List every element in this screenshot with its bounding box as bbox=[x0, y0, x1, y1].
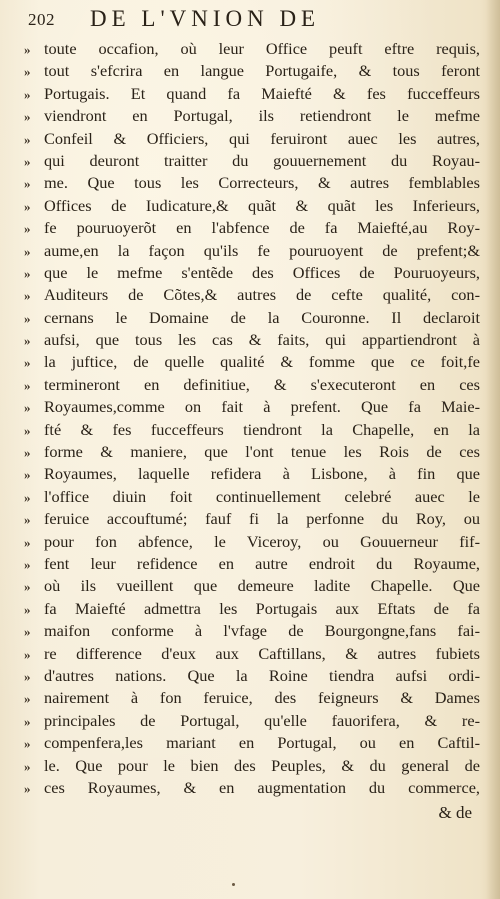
running-head: DE L'VNION DE bbox=[90, 6, 321, 31]
line-text: compenfera,les mariant en Portugal, ou en Caftil- bbox=[44, 733, 480, 753]
line-text: le. Que pour le bien des Peuples, & du general de bbox=[44, 755, 480, 775]
quotation-mark: » bbox=[24, 109, 31, 125]
text-line bbox=[24, 531, 486, 553]
quotation-mark: » bbox=[24, 579, 31, 595]
line-text: forme & maniere, que l'ont tenue les Rois de ces bbox=[44, 442, 480, 462]
text-line bbox=[24, 262, 486, 284]
text-line bbox=[24, 553, 486, 575]
line-text: toute occafion, où leur Office peuft eftre requis, bbox=[44, 39, 480, 58]
page-header bbox=[28, 6, 468, 36]
line-text: d'autres nations. Que la Roine tiendra aufsi ordi- bbox=[44, 665, 480, 685]
text-line bbox=[24, 60, 486, 82]
quotation-mark: » bbox=[24, 422, 31, 438]
line-text: re difference d'eux aux Caftillans, & autres fubiets bbox=[44, 643, 480, 663]
quotation-mark: » bbox=[24, 221, 31, 237]
catchword: & de bbox=[438, 803, 472, 822]
quotation-mark: » bbox=[24, 333, 31, 349]
text-line bbox=[24, 83, 486, 105]
line-text: l'office diuin foit continuellement celebré auec le bbox=[44, 486, 480, 506]
quotation-mark: » bbox=[24, 445, 31, 461]
text-line bbox=[24, 463, 486, 485]
ink-spot bbox=[232, 883, 235, 886]
quotation-mark: » bbox=[24, 467, 31, 483]
text-line bbox=[24, 665, 486, 687]
line-text: fa Maiefté admettra les Portugais aux Eftats de fa bbox=[44, 598, 480, 618]
text-line bbox=[24, 195, 486, 217]
text-line bbox=[24, 710, 486, 732]
quotation-mark: » bbox=[24, 400, 31, 416]
quotation-mark: » bbox=[24, 42, 31, 57]
text-line bbox=[24, 105, 486, 127]
text-line bbox=[24, 128, 486, 150]
line-text: nairement à fon feruice, des feigneurs & Dames bbox=[44, 688, 480, 708]
body-text bbox=[24, 38, 486, 799]
quotation-mark: » bbox=[24, 288, 31, 304]
text-line bbox=[24, 575, 486, 597]
line-text: ces Royaumes, & en augmentation du commerce, bbox=[44, 777, 480, 797]
text-line bbox=[24, 150, 486, 172]
text-line bbox=[24, 329, 486, 351]
line-text: pour fon abfence, le Viceroy, ou Gouuerneur fif- bbox=[44, 531, 480, 551]
line-text: cernans le Domaine de la Couronne. Il declaroit bbox=[44, 307, 480, 327]
line-text: fté & fes fucceffeurs tiendront la Chapelle, en la bbox=[44, 419, 480, 439]
quotation-mark: » bbox=[24, 153, 31, 169]
text-line bbox=[24, 777, 486, 799]
text-line bbox=[24, 643, 486, 665]
quotation-mark: » bbox=[24, 534, 31, 550]
line-text: Portugais. Et quand fa Maiefté & fes fucceffeurs bbox=[44, 83, 480, 103]
text-line bbox=[24, 284, 486, 306]
line-text: termineront en definitiue, & s'executeront en ces bbox=[44, 374, 480, 394]
page-gutter-shadow bbox=[486, 0, 500, 899]
quotation-mark: » bbox=[24, 198, 31, 214]
quotation-mark: » bbox=[24, 355, 31, 371]
text-line bbox=[24, 732, 486, 754]
text-line bbox=[24, 240, 486, 262]
text-line bbox=[24, 38, 486, 60]
quotation-mark: » bbox=[24, 243, 31, 259]
quotation-mark: » bbox=[24, 646, 31, 662]
quotation-mark: » bbox=[24, 377, 31, 393]
quotation-mark: » bbox=[24, 176, 31, 192]
text-line bbox=[24, 687, 486, 709]
quotation-mark: » bbox=[24, 736, 31, 752]
line-text: feruice accouftumé; fauf fi la perfonne du Roy, ou bbox=[44, 509, 480, 529]
line-text: où ils vueillent que demeure ladite Chapelle. Que bbox=[44, 576, 480, 596]
quotation-mark: » bbox=[24, 131, 31, 147]
quotation-mark: » bbox=[24, 691, 31, 707]
text-line bbox=[24, 486, 486, 508]
quotation-mark: » bbox=[24, 556, 31, 572]
text-line bbox=[24, 419, 486, 441]
text-line bbox=[24, 755, 486, 777]
quotation-mark: » bbox=[24, 310, 31, 326]
quotation-mark: » bbox=[24, 601, 31, 617]
quotation-mark: » bbox=[24, 713, 31, 729]
line-text: me. Que tous les Correcteurs, & autres femblables bbox=[44, 173, 480, 193]
line-text: aufsi, que tous les cas & faits, qui appartiendront à bbox=[44, 330, 480, 350]
text-line bbox=[24, 307, 486, 329]
line-text: maifon conforme à l'vfage de Bourgongne,fans fai- bbox=[44, 621, 480, 641]
line-text: la juftice, de quelle qualité & fomme que ce foit,fe bbox=[44, 352, 480, 372]
line-text: fent leur refidence en autre endroit du Royaume, bbox=[44, 553, 480, 573]
quotation-mark: » bbox=[24, 624, 31, 640]
line-text: viendront en Portugal, ils retiendront le mefme bbox=[44, 106, 480, 126]
line-text: fe pouruoyerõt en l'abfence de fa Maiefté,au Roy- bbox=[44, 218, 480, 238]
text-line bbox=[24, 441, 486, 463]
line-text: aume,en la façon qu'ils fe pouruoyent de prefent;& bbox=[44, 240, 480, 260]
line-text: tout s'efcrira en langue Portugaife, & tous feront bbox=[44, 61, 480, 81]
text-line bbox=[24, 217, 486, 239]
text-line bbox=[24, 172, 486, 194]
line-text: Auditeurs de Cõtes,& autres de cefte qualité, con- bbox=[44, 285, 480, 305]
text-line bbox=[24, 374, 486, 396]
quotation-mark: » bbox=[24, 668, 31, 684]
line-text: principales de Portugal, qu'elle fauorifera, & re- bbox=[44, 710, 480, 730]
line-text: Royaumes,comme on fait à prefent. Que fa Maie- bbox=[44, 397, 480, 417]
quotation-mark: » bbox=[24, 512, 31, 528]
quotation-mark: » bbox=[24, 489, 31, 505]
text-line bbox=[24, 508, 486, 530]
quotation-mark: » bbox=[24, 780, 31, 796]
text-line bbox=[24, 620, 486, 642]
quotation-mark: » bbox=[24, 758, 31, 774]
text-line bbox=[24, 396, 486, 418]
line-text: Offices de Iudicature,& quãt & quãt les Inferieurs, bbox=[44, 195, 480, 215]
quotation-mark: » bbox=[24, 64, 31, 80]
text-line bbox=[24, 351, 486, 373]
line-text: Royaumes, laquelle refidera à Lisbone, à fin que bbox=[44, 464, 480, 484]
line-text: qui deuront traitter du gouuernement du Royau- bbox=[44, 150, 480, 170]
line-text: que le mefme s'entẽde des Offices de Pouruoyeurs, bbox=[44, 262, 480, 282]
quotation-mark: » bbox=[24, 86, 31, 102]
text-line bbox=[24, 598, 486, 620]
page-number: 202 bbox=[28, 10, 55, 29]
quotation-mark: » bbox=[24, 265, 31, 281]
line-text: Confeil & Officiers, qui feruiront auec les autres, bbox=[44, 128, 480, 148]
